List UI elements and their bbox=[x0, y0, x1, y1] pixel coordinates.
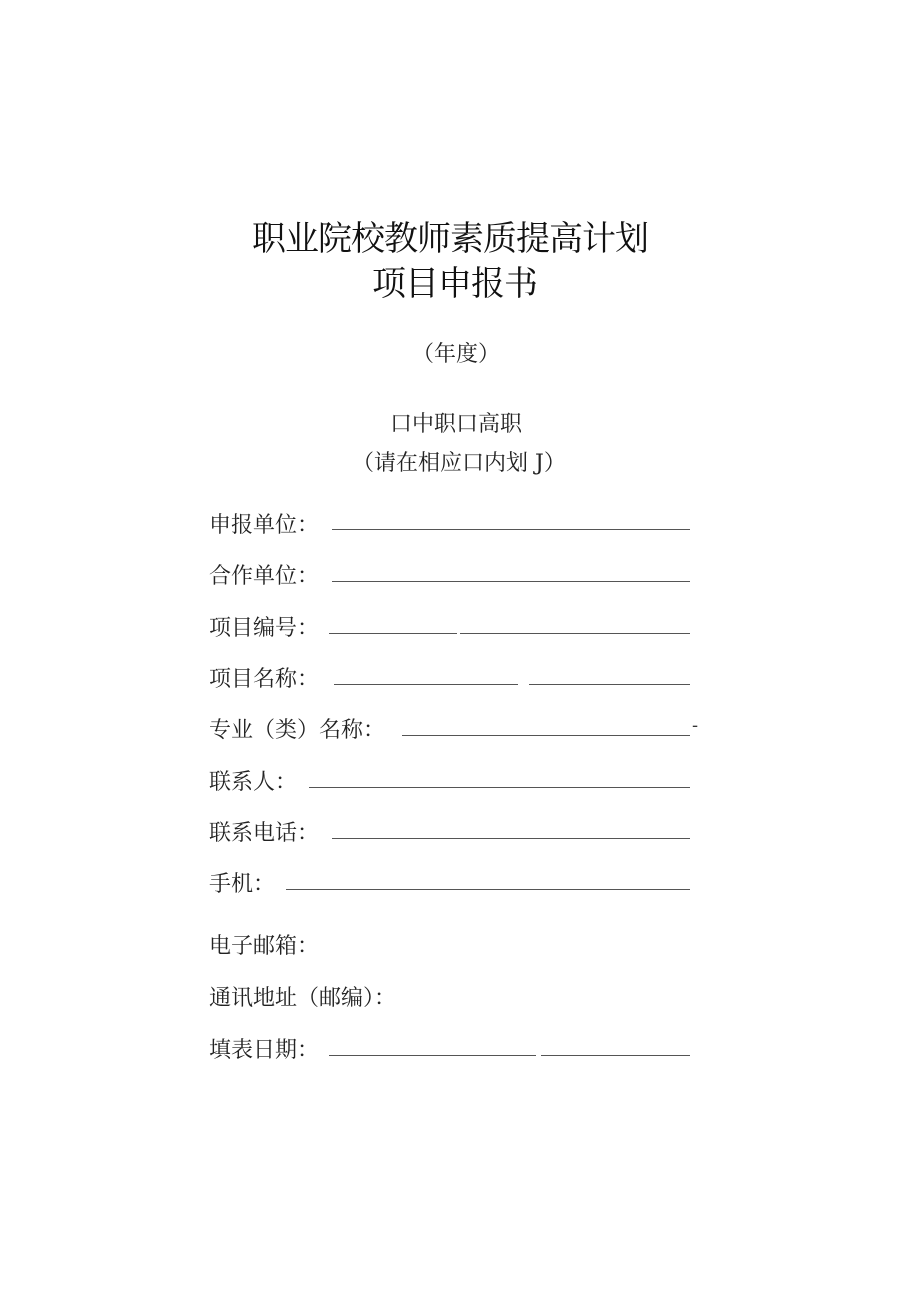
project-name-line-2[interactable] bbox=[529, 684, 690, 685]
document-title-line-1: 职业院校教师素质提高计划 bbox=[252, 219, 648, 259]
fill-date-label: 填表日期： bbox=[209, 1038, 320, 1063]
document-title-line-2: 项目申报书 bbox=[372, 264, 537, 304]
major-name-suffix: - bbox=[692, 715, 699, 736]
address-label: 通讯地址（邮编）： bbox=[209, 986, 397, 1011]
contact-person-line[interactable] bbox=[309, 787, 690, 788]
level-choice-checkboxes[interactable]: 口中职口高职 bbox=[390, 412, 523, 437]
fill-date-line-2[interactable] bbox=[541, 1055, 690, 1056]
major-name-label: 专业（类）名称： bbox=[209, 718, 386, 743]
major-name-line[interactable] bbox=[402, 735, 690, 736]
mobile-label: 手机： bbox=[209, 872, 276, 897]
partner-unit-line[interactable] bbox=[332, 581, 690, 582]
project-number-label: 项目编号： bbox=[209, 616, 320, 641]
mobile-line[interactable] bbox=[286, 889, 690, 890]
email-label: 电子邮箱： bbox=[209, 934, 320, 959]
year-label: （年度） bbox=[412, 342, 501, 367]
project-number-line-1[interactable] bbox=[329, 633, 457, 634]
applicant-unit-label: 申报单位： bbox=[209, 513, 320, 538]
contact-phone-line[interactable] bbox=[332, 838, 690, 839]
project-number-line-2[interactable] bbox=[460, 633, 690, 634]
contact-phone-label: 联系电话： bbox=[209, 821, 320, 846]
fill-date-line-1[interactable] bbox=[329, 1055, 536, 1056]
contact-person-label: 联系人： bbox=[209, 770, 298, 795]
applicant-unit-line[interactable] bbox=[332, 529, 690, 530]
choice-hint: （请在相应口内划 J） bbox=[352, 451, 566, 476]
project-name-label: 项目名称： bbox=[209, 667, 320, 692]
project-name-line-1[interactable] bbox=[334, 684, 518, 685]
partner-unit-label: 合作单位： bbox=[209, 564, 320, 589]
